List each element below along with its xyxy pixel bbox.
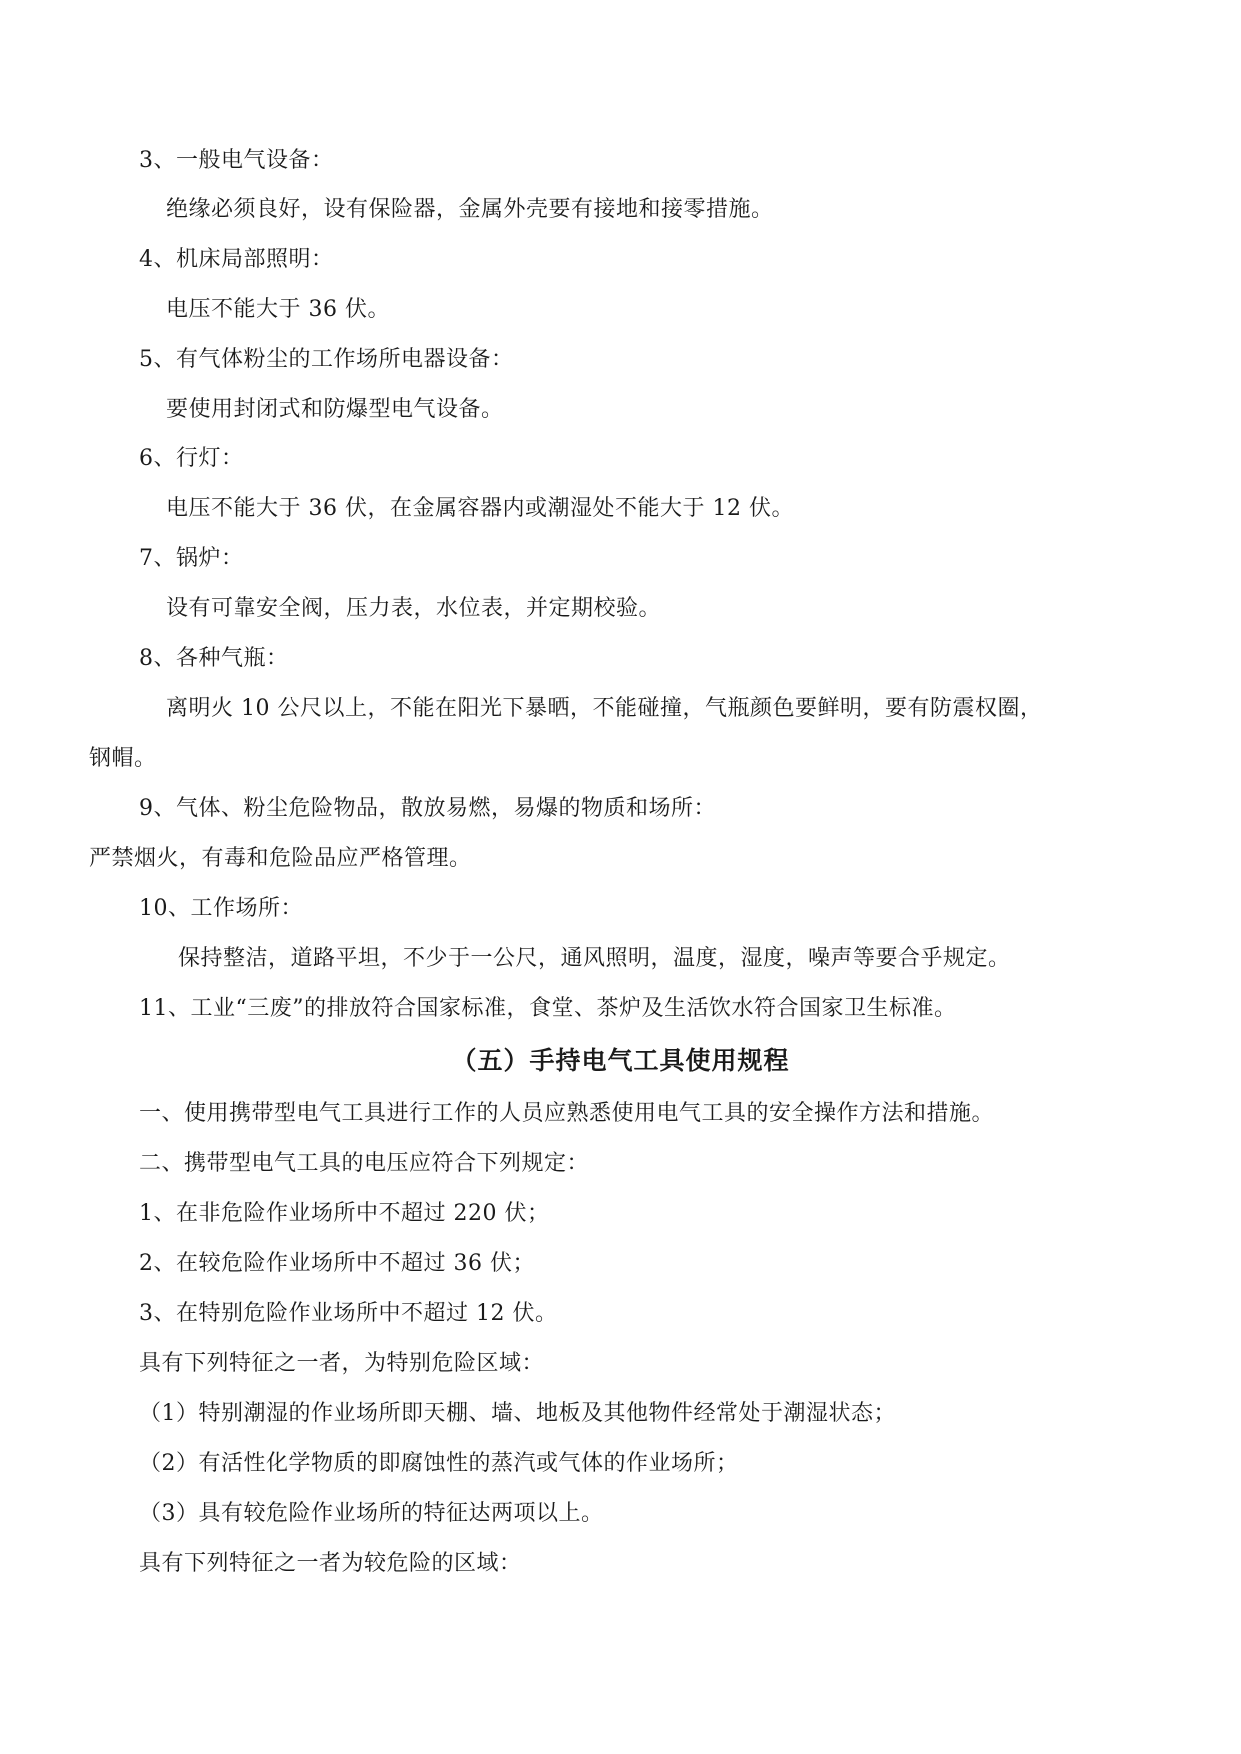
item-3-title: 3、一般电气设备： bbox=[139, 148, 334, 173]
section-heading: （五）手持电气工具使用规程 bbox=[451, 1046, 790, 1075]
moderate-danger-intro: 具有下列特征之一者为较危险的区域： bbox=[139, 1551, 522, 1576]
item-8-text: 离明火 10 公尺以上，不能在阳光下暴晒，不能碰撞，气瓶颜色要鲜明，要有防震权圈， bbox=[166, 696, 1043, 721]
rule-2-item-2: 2、在较危险作业场所中不超过 36 伏； bbox=[139, 1251, 535, 1276]
special-danger-item-2: （2）有活性化学物质的即腐蚀性的蒸汽或气体的作业场所； bbox=[139, 1451, 739, 1476]
rule-1: 一、使用携带型电气工具进行工作的人员应熟悉使用电气工具的安全操作方法和措施。 bbox=[139, 1101, 995, 1126]
item-5-text: 要使用封闭式和防爆型电气设备。 bbox=[166, 397, 504, 422]
item-6-title: 6、行灯： bbox=[139, 446, 244, 471]
item-10-text: 保持整洁，道路平坦，不少于一公尺，通风照明，温度，湿度，噪声等要合乎规定。 bbox=[178, 946, 1011, 971]
item-8-title: 8、各种气瓶： bbox=[139, 646, 289, 671]
item-11-text: 11、工业“三废”的排放符合国家标准，食堂、茶炉及生活饮水符合国家卫生标准。 bbox=[139, 996, 957, 1021]
item-4-text: 电压不能大于 36 伏。 bbox=[166, 297, 390, 322]
rule-2-item-3: 3、在特别危险作业场所中不超过 12 伏。 bbox=[139, 1301, 558, 1326]
item-5-title: 5、有气体粉尘的工作场所电器设备： bbox=[139, 347, 514, 372]
rule-2-item-1: 1、在非危险作业场所中不超过 220 伏； bbox=[139, 1201, 550, 1226]
item-4-title: 4、机床局部照明： bbox=[139, 247, 334, 272]
rule-2: 二、携带型电气工具的电压应符合下列规定： bbox=[139, 1151, 590, 1176]
item-7-text: 设有可靠安全阀，压力表，水位表，并定期校验。 bbox=[166, 596, 662, 621]
item-10-title: 10、工作场所： bbox=[139, 896, 303, 921]
item-8-text-cont: 钢帽。 bbox=[89, 746, 157, 771]
item-9-title: 9、气体、粉尘危险物品，散放易燃，易爆的物质和场所： bbox=[139, 796, 716, 821]
item-7-title: 7、锅炉： bbox=[139, 546, 244, 571]
item-6-text: 电压不能大于 36 伏，在金属容器内或潮湿处不能大于 12 伏。 bbox=[166, 496, 794, 521]
item-9-text: 严禁烟火，有毒和危险品应严格管理。 bbox=[89, 846, 472, 871]
special-danger-intro: 具有下列特征之一者，为特别危险区域： bbox=[139, 1351, 545, 1376]
item-3-text: 绝缘必须良好，设有保险器，金属外壳要有接地和接零措施。 bbox=[166, 197, 774, 222]
special-danger-item-3: （3）具有较危险作业场所的特征达两项以上。 bbox=[139, 1501, 604, 1526]
special-danger-item-1: （1）特别潮湿的作业场所即天棚、墙、地板及其他物件经常处于潮湿状态； bbox=[139, 1401, 896, 1426]
